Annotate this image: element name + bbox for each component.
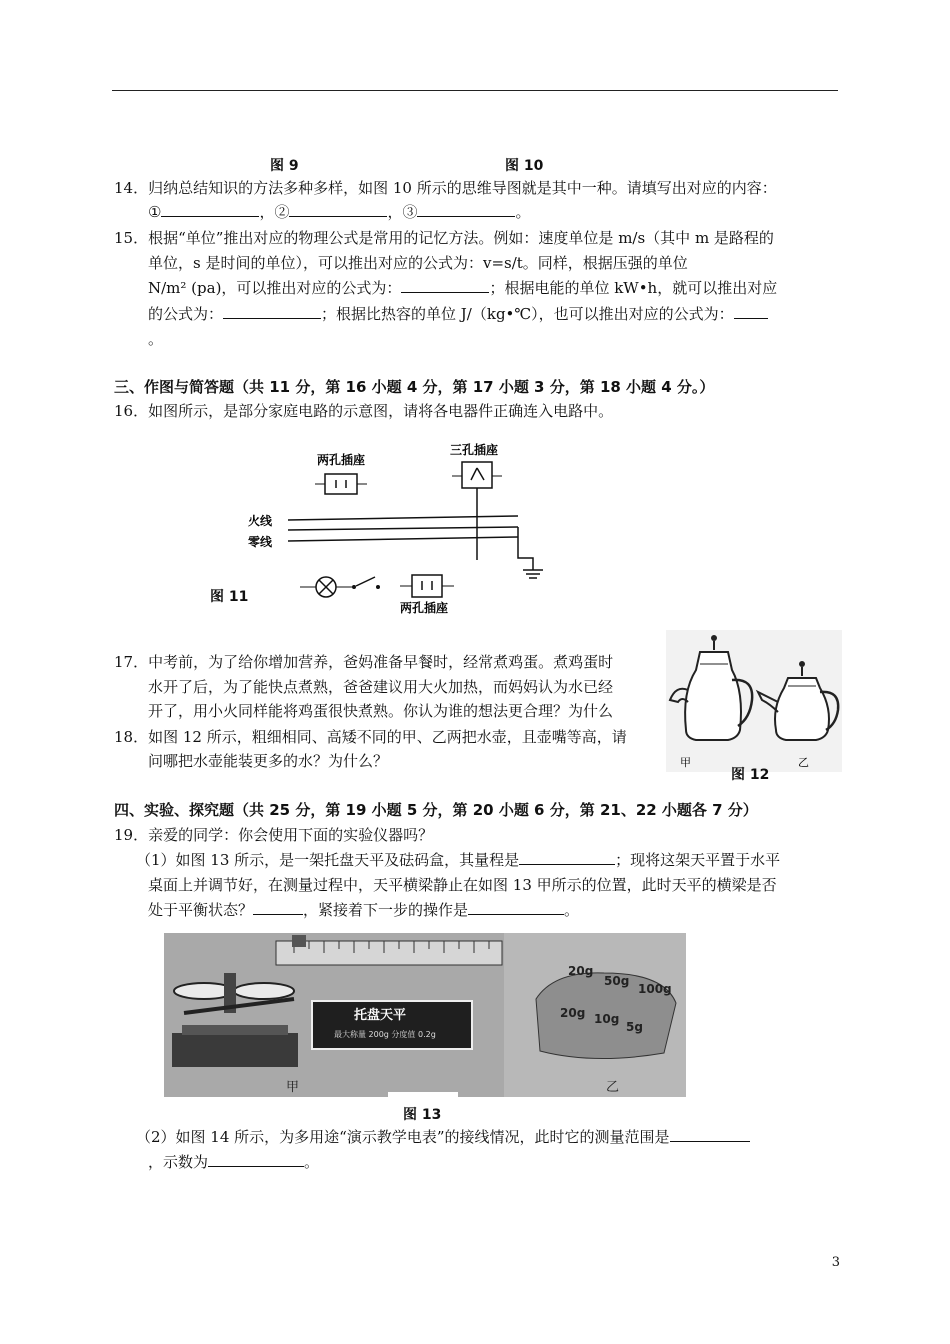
q15-line-3-end: ；根据电能的单位 kW•h，就可以推出对应: [489, 279, 778, 297]
neutral-wire: [288, 537, 518, 541]
figure-12-kettles: [666, 630, 842, 772]
q19-blank-measure-range: [670, 1127, 750, 1142]
q19-p2-line-2-end: 。: [304, 1153, 320, 1171]
two-hole-socket-top: [325, 474, 357, 494]
q15-line-3-start: N/m² (pa)，可以推出对应的公式为：: [148, 279, 402, 297]
nameplate-title: 托盘天平: [354, 1008, 407, 1023]
q19-p1-line-3-start: 处于平衡状态？: [148, 901, 254, 919]
q14-mark-3: ，③: [387, 203, 418, 221]
figure-13-photo: [164, 933, 686, 1097]
q19-p1-line-1-end: ；现将这架天平置于水平: [615, 851, 781, 869]
question-16-text: 16．如图所示，是部分家庭电路的示意图，请将各电器件正确连入电路中。: [114, 402, 614, 420]
two-hole-socket-bottom: [412, 575, 442, 597]
q19-p1-line-3-end: 。: [564, 901, 580, 919]
question-17-line-3: 开了，用小火同样能将鸡蛋很快煮熟。你认为谁的想法更合理？为什么: [148, 702, 614, 720]
two-hole-socket-bottom-label: 两孔插座: [400, 601, 449, 615]
figure-13-yi-label: 乙: [606, 1080, 620, 1095]
question-15-line-5: 。: [148, 330, 164, 348]
weight-5g: 5g: [626, 1020, 643, 1034]
weight-20g-bottom: 20g: [560, 1006, 586, 1020]
question-17-line-2: 水开了后，为了能快点煮熟，爸爸建议用大火加热，而妈妈认为水已经: [148, 678, 614, 696]
q14-blank-1: [161, 202, 259, 217]
section-3-heading: 三、作图与简答题（共 11 分，第 16 小题 4 分，第 17 小题 3 分，第 18 小题 4 分。）: [114, 378, 715, 396]
question-18-line-1: 18．如图 12 所示，粗细相同、高矮不同的甲、乙两把水壶，且壶嘴等高，请: [114, 728, 627, 746]
figure-13-caption-mask: [388, 1092, 458, 1104]
page-number: 3: [831, 1255, 840, 1270]
figure-13-jia-label: 甲: [286, 1080, 300, 1095]
weight-50g: 50g: [604, 974, 630, 988]
q19-blank-range: [519, 850, 615, 865]
question-19-part-2-line-1: [136, 1127, 750, 1147]
weight-20g-top: 20g: [568, 964, 594, 978]
question-19-part-1-line-3: [148, 900, 579, 920]
q19-p2-line-1-start: （2）如图 14 所示，为多用途“演示教学电表”的接线情况，此时它的测量范围是: [136, 1128, 670, 1146]
q14-blank-3: [417, 202, 515, 217]
figure-11-circuit: [200, 440, 560, 620]
section-4-heading: 四、实验、探究题（共 25 分，第 19 小题 5 分，第 20 小题 6 分，第 21、22 小题各 7 分）: [114, 801, 758, 819]
kettle-yi-label: 乙: [798, 756, 809, 769]
rider-weight: [292, 935, 306, 947]
switch-icon: [356, 577, 375, 586]
q15-blank-3: [734, 304, 768, 319]
q14-blank-2: [289, 202, 387, 217]
q15-line-4-mid: ；根据比热容的单位 J/（kg•℃），也可以推出对应的公式为：: [321, 305, 734, 323]
question-19-part-1-line-2: 桌面上并调节好，在测量过程中，天平横梁静止在如图 13 甲所示的位置，此时天平的横梁是否: [148, 876, 777, 894]
figure-9-caption: 图 9: [270, 158, 299, 174]
figure-12-caption: 图 12: [731, 767, 770, 783]
weight-10g: 10g: [594, 1012, 620, 1026]
q14-mark-1: ①: [148, 203, 162, 221]
two-hole-socket-top-label: 两孔插座: [317, 453, 366, 467]
q19-p1-line-1-start: （1）如图 13 所示，是一架托盘天平及砝码盒，其量程是: [136, 851, 520, 869]
balance-beam-ruler: [276, 941, 502, 965]
question-18-line-2: 问哪把水壶能装更多的水？为什么？: [148, 752, 389, 770]
q15-blank-2: [223, 304, 321, 319]
three-hole-socket: [462, 462, 492, 488]
question-15-line-4: [148, 304, 768, 324]
question-15-line-3: [148, 278, 777, 298]
live-wire: [288, 516, 518, 520]
question-15-line-1: 15．根据“单位”推出对应的物理公式是常用的记忆方法。例如：速度单位是 m/s（其中 m 是路程的: [114, 229, 774, 247]
figure-11-caption: 图 11: [210, 589, 249, 605]
ground-wire: [288, 527, 518, 530]
q19-blank-balance: [253, 900, 303, 915]
question-19-part-1-line-1: [136, 850, 780, 870]
q14-end: 。: [515, 203, 531, 221]
q19-blank-reading: [208, 1152, 304, 1167]
question-14-blanks: [148, 202, 531, 222]
q15-line-4-start: 的公式为：: [148, 305, 224, 323]
figure-13-caption: 图 13: [403, 1107, 442, 1123]
question-14-text: 14．归纳总结知识的方法多种多样，如图 10 所示的思维导图就是其中一种。请填写出对应的内容：: [114, 179, 777, 197]
header-rule: [112, 90, 838, 91]
q14-mark-2: ，②: [259, 203, 290, 221]
q15-blank-1: [401, 278, 489, 293]
q19-p2-line-2-start: ，示数为: [148, 1153, 209, 1171]
question-17-line-1: 17．中考前，为了给你增加营养，爸妈准备早餐时，经常煮鸡蛋。煮鸡蛋时: [114, 653, 614, 671]
three-hole-socket-label: 三孔插座: [450, 443, 499, 457]
neutral-wire-label: 零线: [248, 535, 273, 549]
question-19-part-2-line-2: [148, 1152, 319, 1172]
q19-blank-next-step: [468, 900, 564, 915]
question-15-line-2: 单位，s 是时间的单位），可以推出对应的公式为：v=s/t。同样，根据压强的单位: [148, 254, 688, 272]
nameplate-spec: 最大称量 200g 分度值 0.2g: [334, 1030, 436, 1039]
balance-base: [172, 1033, 298, 1067]
question-19-text: 19．亲爱的同学：你会使用下面的实验仪器吗？: [114, 826, 434, 844]
figure-10-caption: 图 10: [505, 158, 544, 174]
q19-p1-line-3-mid: ，紧接着下一步的操作是: [303, 901, 469, 919]
weight-100g: 100g: [638, 982, 672, 996]
live-wire-label: 火线: [248, 514, 273, 528]
kettle-jia-label: 甲: [680, 756, 691, 769]
right-pan: [234, 983, 294, 999]
